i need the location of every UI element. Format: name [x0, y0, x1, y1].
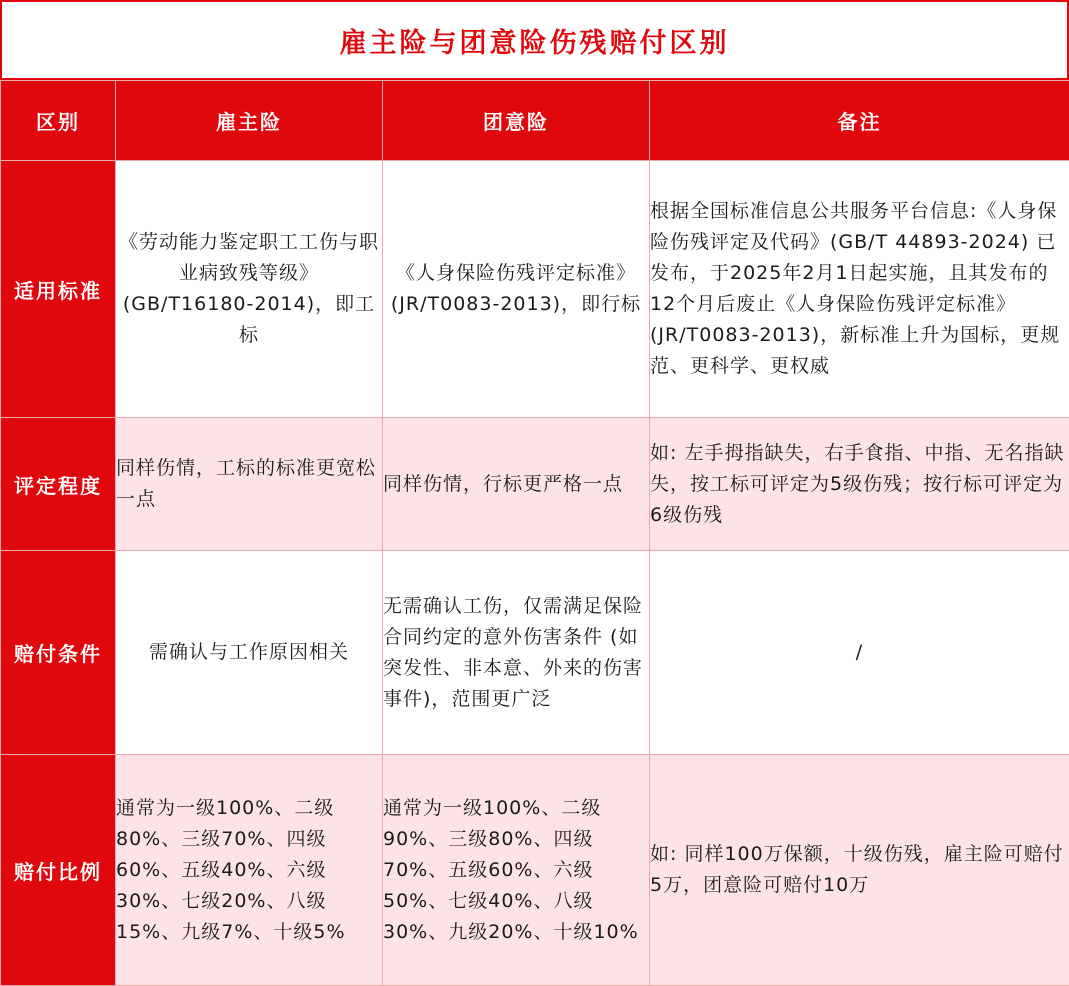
condition-employer-cell: 需确认与工作原因相关 [116, 551, 383, 755]
condition-note-cell: / [650, 551, 1069, 755]
ratio-employer-cell: 通常为一级100%、二级80%、三级70%、四级60%、五级40%、六级30%、七级20%、八级15%、九级7%、十级5% [116, 755, 383, 986]
standard-group-cell: 《人身保险伤残评定标准》(JR/T0083-2013)，即行标 [383, 161, 650, 418]
header-row [1, 81, 1069, 161]
comparison-table [0, 80, 1069, 986]
standard-note-cell: 根据全国标准信息公共服务平台信息:《人身保险伤残评定及代码》(GB/T 44893-2024) 已发布，于2025年2月1日起实施，且其发布的12个月后废止《人身保险伤残评定标准》(JR/T0083-2013)，新标准上升为国标，更规范、更科学、更权威 [650, 161, 1069, 418]
title-bar [0, 0, 1069, 80]
row-degree [1, 418, 1069, 551]
ratio-note-cell: 如: 同样100万保额，十级伤残，雇主险可赔付5万，团意险可赔付10万 [650, 755, 1069, 986]
row-label-degree: 评定程度 [1, 418, 116, 551]
condition-group-cell: 无需确认工伤，仅需满足保险合同约定的意外伤害条件 (如突发性、非本意、外来的伤害事件)，范围更广泛 [383, 551, 650, 755]
header-employer-insurance: 雇主险 [116, 81, 383, 161]
degree-group-cell: 同样伤情，行标更严格一点 [383, 418, 650, 551]
header-group-accident-insurance: 团意险 [383, 81, 650, 161]
row-standard [1, 161, 1069, 418]
row-label-ratio: 赔付比例 [1, 755, 116, 986]
row-label-condition: 赔付条件 [1, 551, 116, 755]
row-label-standard: 适用标准 [1, 161, 116, 418]
degree-note-cell: 如: 左手拇指缺失，右手食指、中指、无名指缺失，按工标可评定为5级伤残；按行标可评定为6级伤残 [650, 418, 1069, 551]
header-notes: 备注 [650, 81, 1069, 161]
row-ratio [1, 755, 1069, 986]
ratio-group-cell: 通常为一级100%、二级90%、三级80%、四级70%、五级60%、六级50%、七级40%、八级30%、九级20%、十级10% [383, 755, 650, 986]
page-title: 雇主险与团意险伤残赔付区别 [340, 21, 730, 60]
standard-employer-cell: 《劳动能力鉴定职工工伤与职业病致残等级》(GB/T16180-2014)，即工标 [116, 161, 383, 418]
row-condition [1, 551, 1069, 755]
degree-employer-cell: 同样伤情，工标的标准更宽松一点 [116, 418, 383, 551]
header-diff: 区别 [1, 81, 116, 161]
